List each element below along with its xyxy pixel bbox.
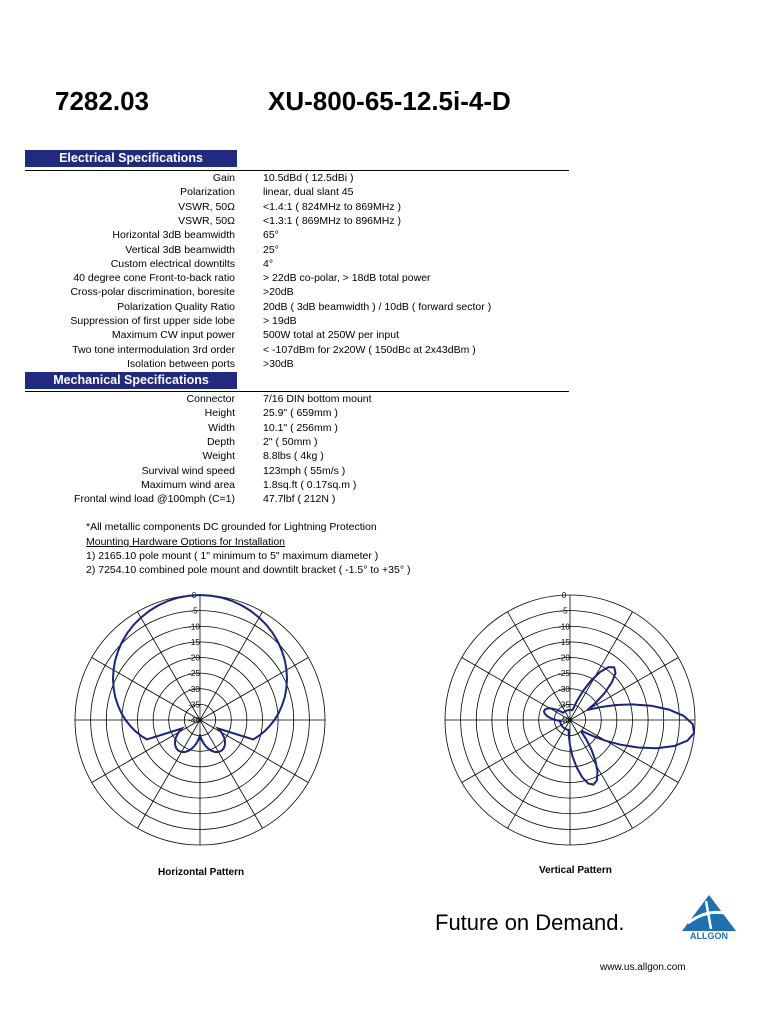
spec-label: Isolation between ports — [127, 357, 235, 370]
spec-value: 20dB ( 3dB beamwidth ) / 10dB ( forward sector ) — [263, 300, 492, 313]
ring-label: -15 — [188, 637, 200, 647]
spec-value: >20dB — [263, 286, 294, 299]
model-code: XU-800-65-12.5i-4-D — [268, 86, 511, 116]
spec-label: Gain — [212, 172, 235, 184]
spec-value: 8.8lbs ( 4kg ) — [263, 450, 324, 463]
ring-label: -35 — [188, 700, 200, 710]
mounting-heading: Mounting Hardware Options for Installation — [86, 536, 286, 548]
spec-label: Depth — [206, 435, 235, 448]
ring-label: -25 — [188, 669, 200, 679]
mechanical-section-title: Mechanical Specifications — [25, 372, 237, 389]
ring-label: -30 — [188, 684, 200, 694]
ring-label: 0 — [561, 591, 567, 600]
spec-value: 10.5dBd ( 12.5dBi ) — [263, 172, 354, 184]
spec-label: Width — [208, 421, 235, 434]
mounting-option-1: 1) 2165.10 pole mount ( 1" minimum to 5" maximum diameter ) — [86, 550, 379, 562]
spec-label: VSWR, 50Ω — [178, 214, 235, 227]
ring-label: -25 — [558, 669, 570, 679]
spec-value: <1.4:1 ( 824MHz to 869MHz ) — [263, 200, 402, 213]
spec-row — [0, 214, 768, 228]
spec-value: 2" ( 50mm ) — [263, 435, 318, 448]
spec-value: >30dB — [263, 357, 294, 370]
spec-label: Maximum wind area — [141, 478, 235, 491]
electrical-section-title: Electrical Specifications — [25, 150, 237, 167]
spec-row — [0, 314, 768, 328]
ring-label: -40 — [188, 716, 200, 725]
website-url: www.us.allgon.com — [600, 962, 686, 973]
spec-label: Suppression of first upper side lobe — [70, 315, 235, 327]
horizontal-pattern-label: Horizontal Pattern — [158, 867, 245, 878]
vertical-pattern-label: Vertical Pattern — [539, 865, 612, 876]
grid-spoke — [92, 658, 200, 721]
spec-row — [0, 185, 768, 199]
ring-label: -10 — [558, 622, 570, 632]
spec-value: 1.8sq.ft ( 0.17sq.m ) — [263, 478, 357, 491]
spec-row — [0, 478, 768, 492]
spec-label: Frontal wind load @100mph (C=1) — [74, 493, 235, 506]
spec-row — [0, 285, 768, 299]
spec-value: linear, dual slant 45 — [263, 186, 354, 199]
ring-label: -5 — [190, 606, 198, 616]
spec-label: Polarization — [180, 186, 235, 199]
grid-spoke — [462, 720, 570, 783]
ring-label: -10 — [188, 622, 200, 632]
spec-value: < -107dBm for 2x20W ( 150dBc at 2x43dBm ) — [263, 343, 476, 356]
spec-value: 7/16 DIN bottom mount — [263, 393, 372, 405]
grid-spoke — [570, 658, 678, 721]
grid-spoke — [200, 658, 308, 721]
vertical-pattern-grid — [445, 595, 695, 845]
spec-row — [0, 257, 768, 271]
spec-label: 40 degree cone Front-to-back ratio — [73, 272, 235, 285]
grid-spoke — [462, 658, 570, 721]
grid-spoke — [138, 720, 201, 828]
spec-label: Maximum CW input power — [111, 329, 235, 342]
ring-label: -20 — [558, 653, 570, 663]
grid-spoke — [508, 720, 571, 828]
grid-spoke — [200, 720, 263, 828]
spec-row — [0, 421, 768, 435]
spec-label: Survival wind speed — [141, 464, 235, 477]
spec-label: Vertical 3dB beamwidth — [125, 243, 235, 256]
ring-label: -30 — [558, 684, 570, 694]
horizontal-pattern-ring-labels — [188, 591, 200, 725]
spec-row — [0, 343, 768, 357]
ring-label: -20 — [188, 653, 200, 663]
ring-label: -5 — [560, 606, 568, 616]
model-number: 7282.03 — [55, 86, 149, 116]
grid-spoke — [200, 612, 263, 720]
allgon-logo-text: ALLGON — [690, 931, 728, 941]
spec-value: 47.7lbf ( 212N ) — [263, 493, 336, 506]
spec-value: 25.9" ( 659mm ) — [263, 407, 338, 420]
spec-row — [0, 328, 768, 342]
allgon-logo — [680, 893, 738, 941]
spec-value: 4° — [263, 257, 274, 270]
ring-label: -35 — [558, 700, 570, 710]
spec-label: Horizontal 3dB beamwidth — [112, 229, 235, 242]
spec-label: Height — [204, 407, 235, 420]
spec-label: VSWR, 50Ω — [178, 200, 235, 213]
spec-label: Weight — [202, 450, 235, 463]
spec-value: > 22dB co-polar, > 18dB total power — [263, 272, 431, 285]
spec-row — [0, 300, 768, 314]
spec-label: Connector — [186, 393, 235, 405]
spec-row — [0, 200, 768, 214]
spec-value: 65° — [263, 229, 279, 242]
spec-row — [0, 449, 768, 463]
horizontal-pattern-plot — [60, 585, 350, 855]
spec-label: Custom electrical downtilts — [110, 257, 235, 270]
vertical-pattern-ring-labels — [558, 591, 570, 725]
spec-row — [0, 228, 768, 242]
slogan: Future on Demand. — [435, 910, 625, 935]
ring-label: -15 — [558, 637, 570, 647]
spec-row — [0, 357, 768, 371]
spec-row — [0, 243, 768, 257]
spec-value: 25° — [263, 243, 279, 256]
spec-row — [0, 392, 768, 406]
spec-label: Two tone intermodulation 3rd order — [72, 343, 235, 356]
spec-label: Cross-polar discrimination, boresite — [70, 286, 235, 299]
horizontal-pattern-grid — [75, 595, 325, 845]
spec-value: 10.1" ( 256mm ) — [263, 421, 338, 434]
spec-row — [0, 464, 768, 478]
vertical-pattern-plot — [440, 585, 730, 855]
grid-spoke — [570, 720, 678, 783]
spec-value: 123mph ( 55m/s ) — [263, 464, 346, 477]
spec-value: <1.3:1 ( 869MHz to 896MHz ) — [263, 214, 402, 227]
spec-row — [0, 406, 768, 420]
spec-value: 500W total at 250W per input — [263, 329, 399, 342]
spec-row — [0, 271, 768, 285]
mounting-option-2: 2) 7254.10 combined pole mount and downtilt bracket ( -1.5° to +35° ) — [86, 564, 411, 576]
spec-row — [0, 171, 768, 185]
grounding-note: *All metallic components DC grounded for Lightning Protection — [86, 521, 377, 533]
ring-label: 0 — [191, 591, 197, 600]
spec-label: Polarization Quality Ratio — [117, 300, 235, 313]
spec-value: > 19dB — [263, 315, 297, 327]
spec-row — [0, 435, 768, 449]
spec-row — [0, 492, 768, 506]
ring-label: -40 — [558, 716, 570, 725]
